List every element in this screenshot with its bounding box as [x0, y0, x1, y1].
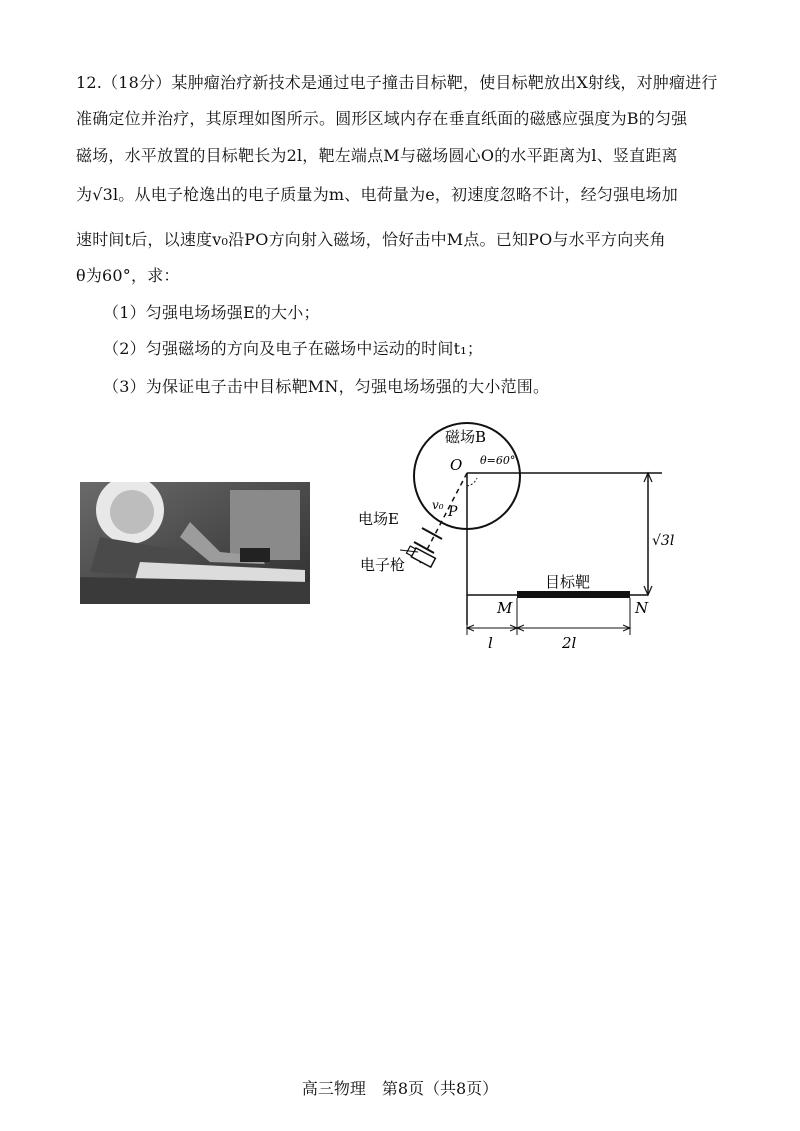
label-point-m: M — [497, 599, 513, 617]
question-line-5: 速时间t后，以速度v₀沿PO方向射入磁场，恰好击中M点。已知PO与水平方向夹角 — [76, 230, 666, 249]
label-field-b: 磁场B — [445, 428, 487, 446]
label-vertical-dist: √3l — [652, 533, 675, 549]
question-line-2: 准确定位并治疗，其原理如图所示。圆形区域内存在垂直纸面的磁感应强度为B的匀强 — [76, 109, 688, 128]
physics-diagram — [340, 420, 720, 650]
label-point-n: N — [635, 599, 649, 617]
label-velocity: v₀ — [432, 498, 444, 512]
label-dist-2l: 2l — [562, 634, 577, 650]
sub-question-3: （3）为保证电子击中目标靶MN，匀强电场场强的大小范围。 — [103, 377, 550, 396]
treatment-photo — [80, 482, 310, 604]
label-angle: θ=60° — [480, 454, 516, 467]
sub-question-1: （1）匀强电场场强E的大小； — [103, 303, 320, 322]
target-bar — [517, 591, 630, 598]
label-center-o: O — [450, 456, 463, 474]
page-footer: 高三物理 第8页（共8页） — [301, 1079, 499, 1098]
label-electron-gun: 电子枪 — [360, 556, 406, 574]
label-target: 目标靶 — [545, 573, 591, 591]
question-line-4: 为√3l。从电子枪逸出的电子质量为m、电荷量为e，初速度忽略不计，经匀强电场加 — [76, 185, 678, 204]
sub-question-2: （2）匀强磁场的方向及电子在磁场中运动的时间t₁； — [103, 339, 484, 358]
question-line-6: θ为60°，求： — [76, 266, 180, 285]
label-point-p: P — [448, 504, 458, 520]
label-electric-field: 电场E — [358, 510, 399, 528]
question-line-3: 磁场，水平放置的目标靶长为2l，靶左端点M与磁场圆心O的水平距离为l、竖直距离 — [76, 146, 678, 165]
question-line-1: 12.（18分）某肿瘤治疗新技术是通过电子撞击目标靶，使目标靶放出X射线，对肿瘤进行 — [76, 73, 718, 92]
label-dist-l: l — [488, 634, 493, 650]
